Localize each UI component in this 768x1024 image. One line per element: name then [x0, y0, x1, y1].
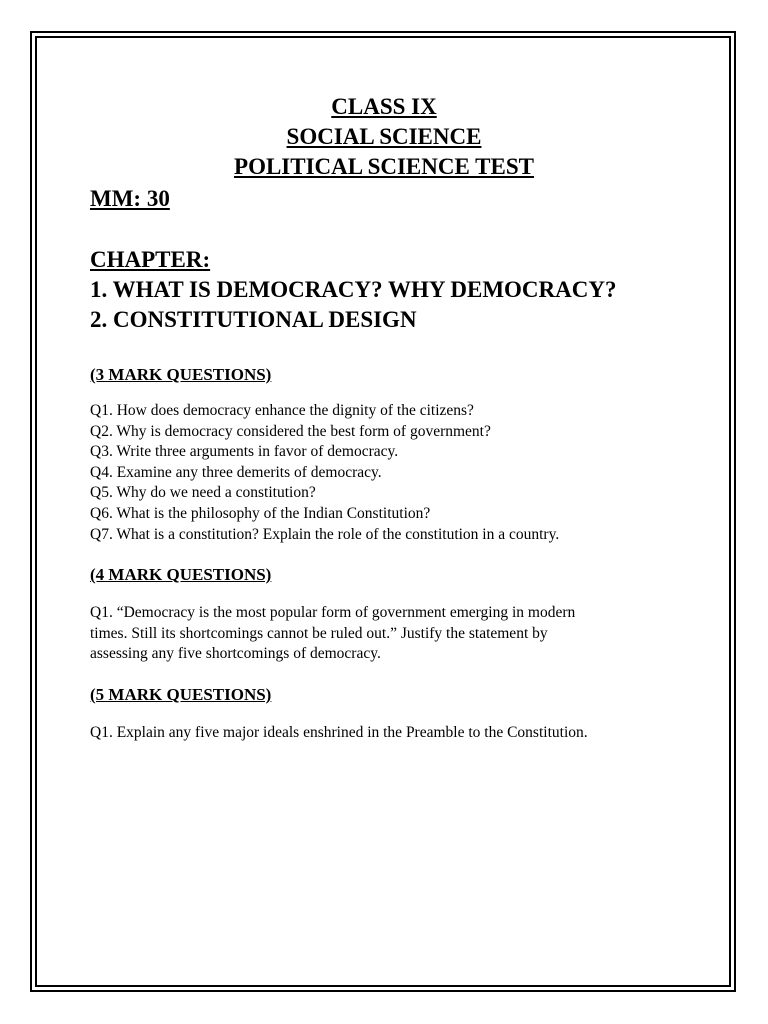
question-item: Q6. What is the philosophy of the Indian Constitution?: [90, 504, 431, 522]
subject-title: SOCIAL SCIENCE: [286, 124, 482, 149]
question-list-4-mark: [90, 603, 690, 665]
chapter-label: CHAPTER:: [90, 247, 211, 272]
section-heading-4-mark: (4 MARK QUESTIONS): [90, 565, 272, 585]
question-item: Q5. Why do we need a constitution?: [90, 484, 316, 502]
question-line: times. Still its shortcomings cannot be ruled out.” Justify the statement by: [90, 624, 548, 642]
question-item: Q3. Write three arguments in favor of democracy.: [90, 443, 399, 461]
question-item: Q1. Explain any five major ideals enshrined in the Preamble to the Constitution.: [90, 723, 588, 741]
paper-heading: [90, 92, 678, 182]
question-list-3-mark: [90, 401, 690, 545]
section-heading-5-mark: (5 MARK QUESTIONS): [90, 684, 272, 704]
test-title: POLITICAL SCIENCE TEST: [234, 154, 534, 179]
question-item: Q2. Why is democracy considered the best form of government?: [90, 422, 491, 440]
question-list-5-mark: [90, 723, 690, 744]
max-marks: MM: 30: [90, 186, 170, 211]
question-item: Q4. Examine any three demerits of democracy.: [90, 463, 382, 481]
question-line: assessing any five shortcomings of democracy.: [90, 645, 381, 663]
chapter-item-1: 1. WHAT IS DEMOCRACY? WHY DEMOCRACY?: [90, 277, 617, 302]
section-heading-3-mark: (3 MARK QUESTIONS): [90, 365, 272, 384]
class-title: CLASS IX: [331, 94, 437, 119]
question-item: Q1. How does democracy enhance the dignity of the citizens?: [90, 402, 474, 419]
test-paper: [90, 92, 690, 744]
question-line: Q1. “Democracy is the most popular form of government emerging in modern: [90, 604, 576, 622]
question-item: Q7. What is a constitution? Explain the role of the constitution in a country.: [90, 525, 560, 543]
chapter-item-2: 2. CONSTITUTIONAL DESIGN: [90, 307, 417, 332]
